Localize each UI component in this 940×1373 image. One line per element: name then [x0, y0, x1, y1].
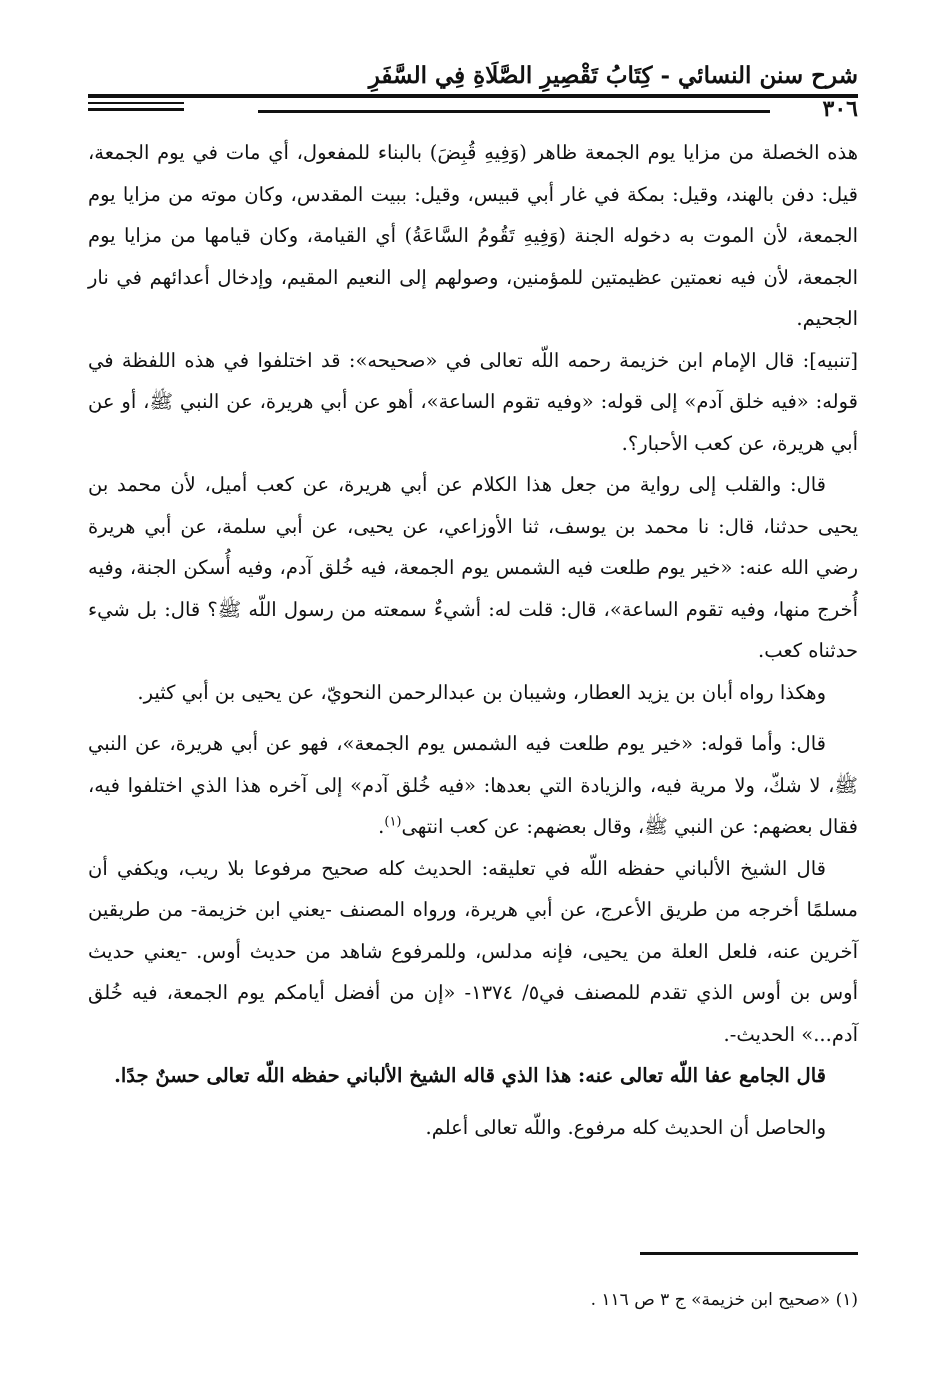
footnote: (١) «صحيح ابن خزيمة» ج ٣ ص ١١٦ . — [590, 1290, 858, 1310]
header-rule-short — [258, 110, 770, 113]
paragraph: قال الجامع عفا اللّه تعالى عنه: هذا الذي قاله الشيخ الألباني حفظه اللّه تعالى حسنٌ جدًا. — [114, 1064, 826, 1087]
paragraph: والحاصل أن الحديث كله مرفوع. واللّه تعالى أعلم. — [425, 1115, 826, 1139]
running-title: شرح سنن النسائي - كِتَابُ تَقْصِيرِ الصَّلَاةِ فِي السَّفَرِ — [368, 62, 858, 89]
paragraph: [تنبيه]: قال الإمام ابن خزيمة رحمه اللّه تعالى في «صحيحه»: قد اختلفوا في هذه اللفظة في قوله: «فيه خلق آدم» إلى قوله: «وفيه تقوم الساعة»، أهو عن أبي هريرة، عن النبي ﷺ، أو عن أبي هريرة، عن كعب الأحبار؟. — [88, 348, 858, 455]
header-rule-double-bottom — [88, 108, 184, 111]
main-text — [88, 132, 858, 1148]
page-header — [88, 62, 858, 122]
paragraph: قال: والقلب إلى رواية من جعل هذا الكلام عن أبي هريرة، عن كعب أميل، لأن محمد بن يحيى حدثنا، قال: نا محمد بن يوسف، ثنا الأوزاعي، عن يحيى، عن أبي سلمة، عن أبي هريرة رضي الله عنه: «خير يوم طلعت فيه الشمس يوم الجمعة، فيه خُلق آدم، وفيه أُسكن الجنة، وفيه أُخرج منها، وفيه تقوم الساعة»، قال: قلت له: أشيءٌ سمعته من رسول اللّه ﷺ؟ قال: بل شيء حدثناه كعب. — [88, 473, 858, 662]
paragraph: قال: وأما قوله: «خير يوم طلعت فيه الشمس يوم الجمعة»، فهو عن أبي هريرة، عن النبي ﷺ، لا شكّ، ولا مرية فيه، والزيادة التي بعدها: «فيه خُلق آدم» إلى آخره هذا الذي اختلفوا فيه، فقال بعضهم: عن النبي ﷺ، وقال بعضهم: عن كعب انتهى$^{(١)}$. — [88, 732, 858, 838]
header-rule — [88, 94, 858, 98]
page-number: ٣٠٦ — [822, 96, 858, 122]
paragraph-text: قال: وأما قوله: «خير يوم طلعت فيه الشمس يوم الجمعة»، فهو عن أبي هريرة، عن النبي ﷺ، لا شكّ، ولا مرية فيه، والزيادة التي بعدها: «فيه خُلق آدم» إلى آخره هذا الذي اختلفوا فيه، فقال بعضهم: عن النبي ﷺ، وقال بعضهم: عن كعب انتهى — [88, 732, 858, 838]
paragraph: وهكذا رواه أبان بن يزيد العطار، وشيبان بن عبدالرحمن النحويّ، عن يحيى بن أبي كثير. — [137, 680, 826, 704]
header-rule-double-top — [88, 102, 184, 104]
paragraph: قال الشيخ الألباني حفظه اللّه في تعليقه: الحديث كله صحيح مرفوعا بلا ريب، ويكفي أن مسلمًا أخرجه من طريق الأعرج، عن أبي هريرة، ورواه المصنف -يعني ابن خزيمة- من طريقين آخرين عنه، فلعل العلة من يحيى، فإنه مدلس، وللمرفوع شاهد من حديث أوس. -يعني حديث أوس بن أوس الذي تقدم للمصنف في٥/ ١٣٧٤- «إن من أفضل أيامكم يوم الجمعة، فيه خُلق آدم...» الحديث-. — [88, 856, 858, 1046]
footnote-rule — [640, 1252, 858, 1255]
paragraph: هذه الخصلة من مزايا يوم الجمعة ظاهر (وَفِيهِ قُبِضَ) بالبناء للمفعول، أي مات في يوم الجمعة، قيل: دفن بالهند، وقيل: بمكة في غار أبي قبيس، وقيل: ببيت المقدس، وكان موته من مزايا يوم الجمعة، لأن الموت به دخوله الجنة (وَفِيهِ تَقُومُ السَّاعَةُ) أي القيامة، وكان قيامها من مزايا يوم الجمعة، لأن فيه نعمتين عظيمتين للمؤمنين، وصولهم إلى النعيم المقيم، وإدخال أعدائهم في نار الجحيم. — [88, 141, 858, 330]
footnote-marker: (١) — [384, 814, 402, 830]
